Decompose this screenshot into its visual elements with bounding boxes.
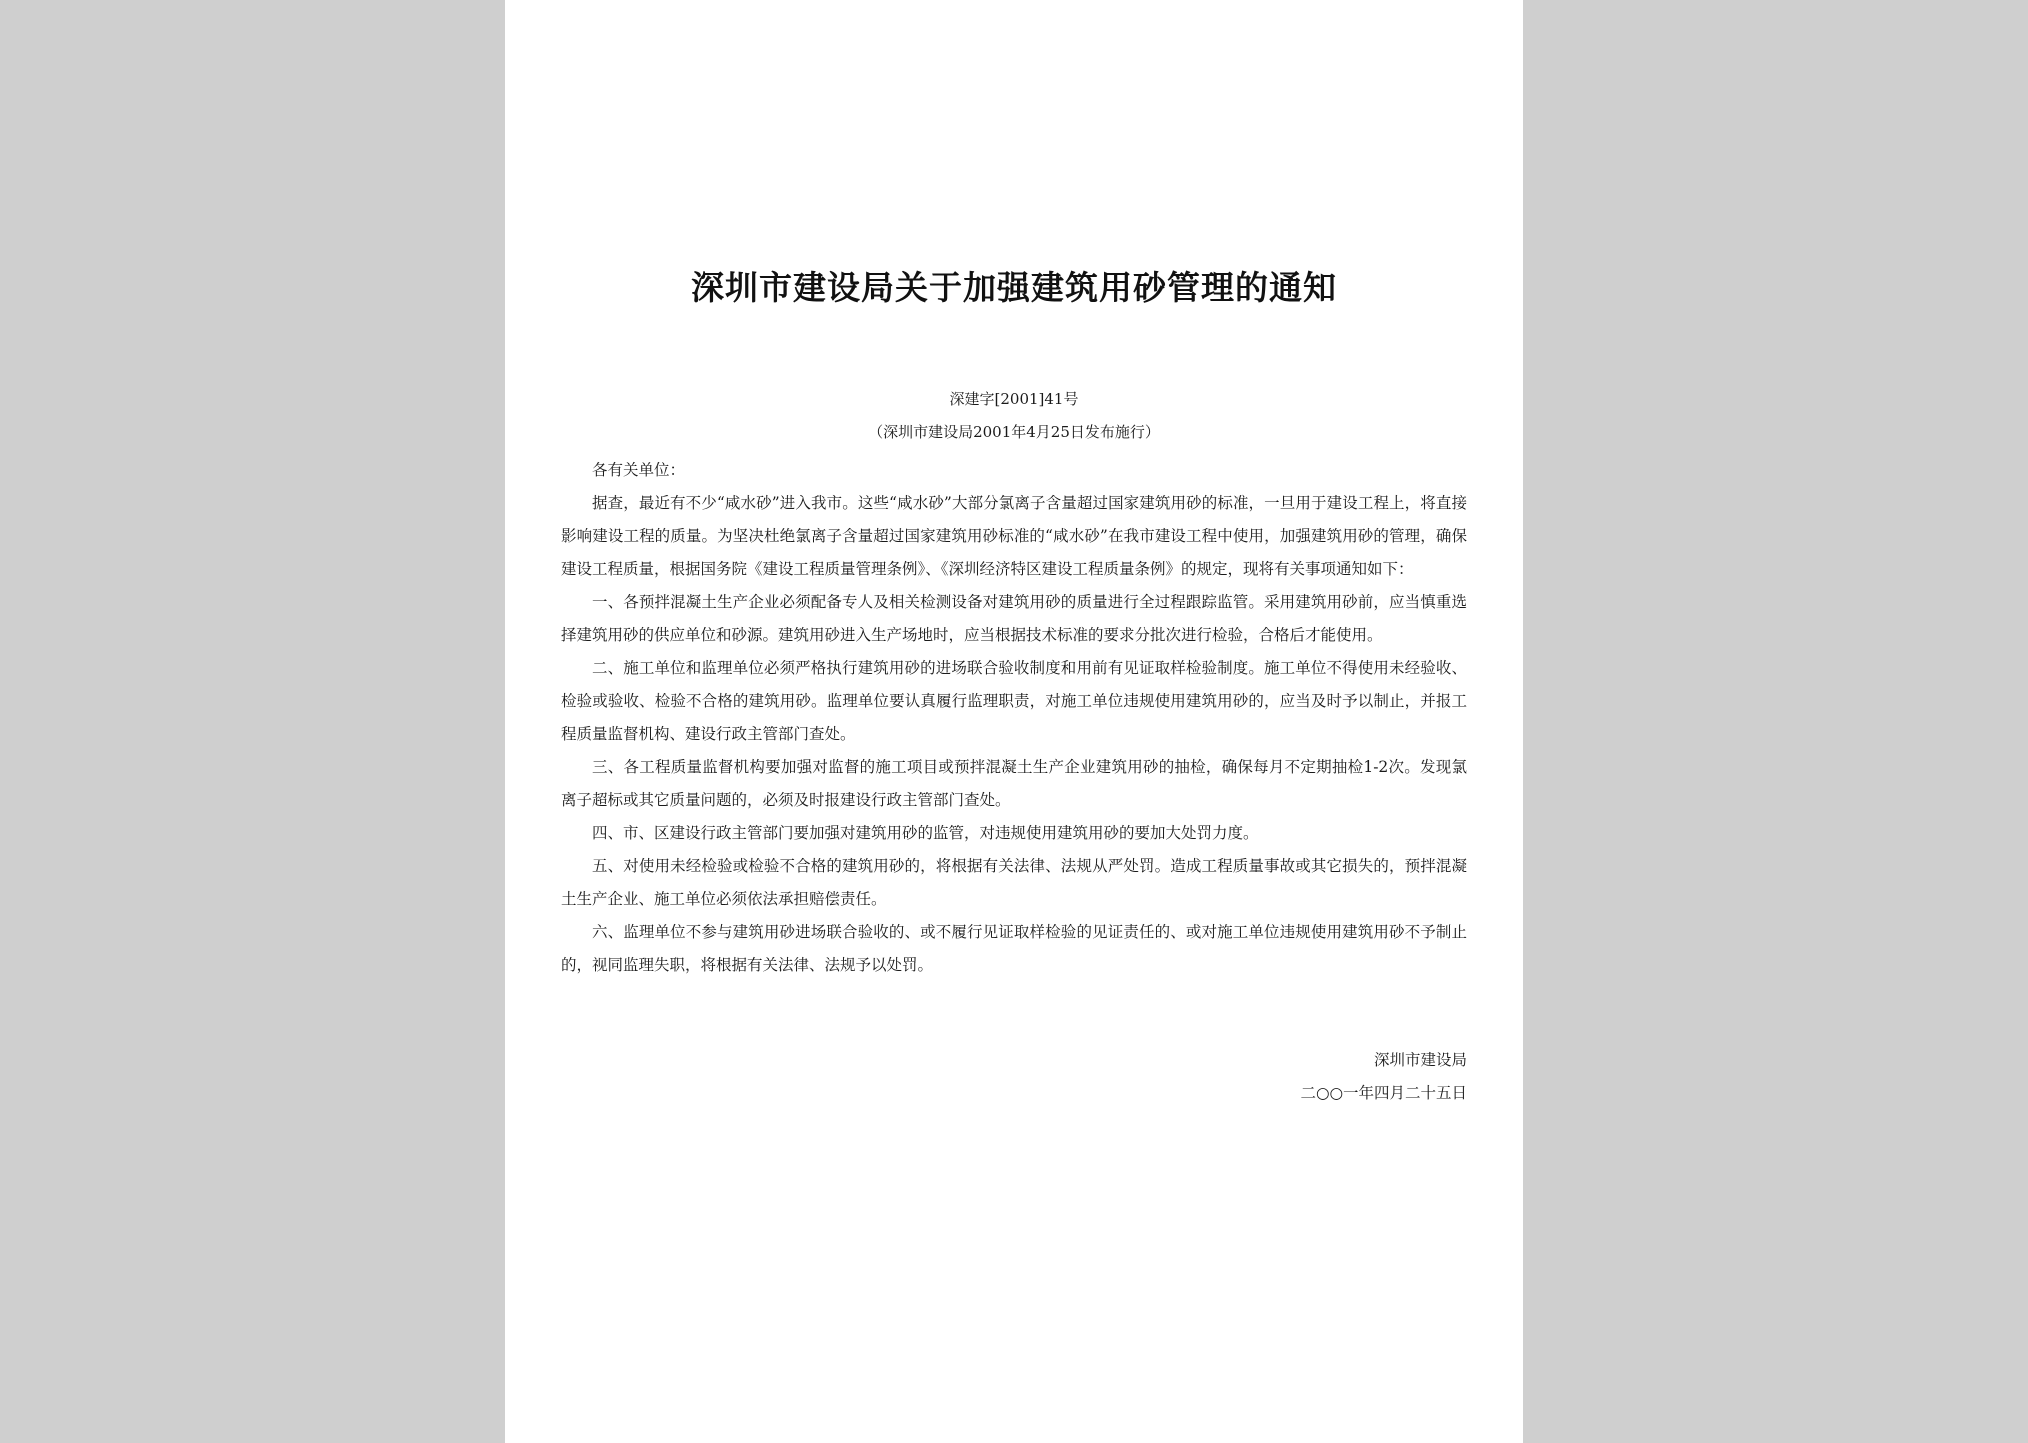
paragraph-item-4: 四、市、区建设行政主管部门要加强对建筑用砂的监管，对违规使用建筑用砂的要加大处罚力度。	[592, 824, 1259, 842]
issue-note: （深圳市建设局2001年4月25日发布施行）	[868, 423, 1160, 441]
paragraph-item-1: 一、各预拌混凝土生产企业必须配备专人及相关检测设备对建筑用砂的质量进行全过程跟踪监管。采用建筑用砂前，应当慎重选择建筑用砂的供应单位和砂源。建筑用砂进入生产场地时，应当根据技术标准的要求分批次进行检验，合格后才能使用。	[561, 593, 1467, 644]
document-body	[561, 454, 1467, 982]
document-page	[505, 0, 1523, 1443]
document-title: 深圳市建设局关于加强建筑用砂管理的通知	[691, 268, 1337, 307]
salutation: 各有关单位：	[592, 461, 686, 479]
signature-date: 二○○一年四月二十五日	[1300, 1084, 1467, 1102]
paragraph-item-3: 三、各工程质量监督机构要加强对监督的施工项目或预拌混凝土生产企业建筑用砂的抽检，确保每月不定期抽检1-2次。发现氯离子超标或其它质量问题的，必须及时报建设行政主管部门查处。	[561, 758, 1467, 809]
paragraph-item-6: 六、监理单位不参与建筑用砂进场联合验收的、或不履行见证取样检验的见证责任的、或对施工单位违规使用建筑用砂不予制止的，视同监理失职，将根据有关法律、法规予以处罚。	[561, 923, 1467, 974]
signature-block	[1300, 1044, 1467, 1110]
paragraph-item-5: 五、对使用未经检验或检验不合格的建筑用砂的，将根据有关法律、法规从严处罚。造成工程质量事故或其它损失的，预拌混凝土生产企业、施工单位必须依法承担赔偿责任。	[561, 857, 1467, 908]
document-number: 深建字[2001]41号	[949, 390, 1079, 408]
signature-issuer: 深圳市建设局	[1373, 1051, 1467, 1069]
paragraph-intro: 据查，最近有不少“咸水砂”进入我市。这些“咸水砂”大部分氯离子含量超过国家建筑用砂的标准，一旦用于建设工程上，将直接影响建设工程的质量。为坚决杜绝氯离子含量超过国家建筑用砂标准的“咸水砂”在我市建设工程中使用，加强建筑用砂的管理，确保建设工程质量，根据国务院《建设工程质量管理条例》、《深圳经济特区建设工程质量条例》的规定，现将有关事项通知如下：	[561, 494, 1467, 578]
paragraph-item-2: 二、施工单位和监理单位必须严格执行建筑用砂的进场联合验收制度和用前有见证取样检验制度。施工单位不得使用未经验收、检验或验收、检验不合格的建筑用砂。监理单位要认真履行监理职责，对施工单位违规使用建筑用砂的，应当及时予以制止，并报工程质量监督机构、建设行政主管部门查处。	[561, 659, 1467, 743]
